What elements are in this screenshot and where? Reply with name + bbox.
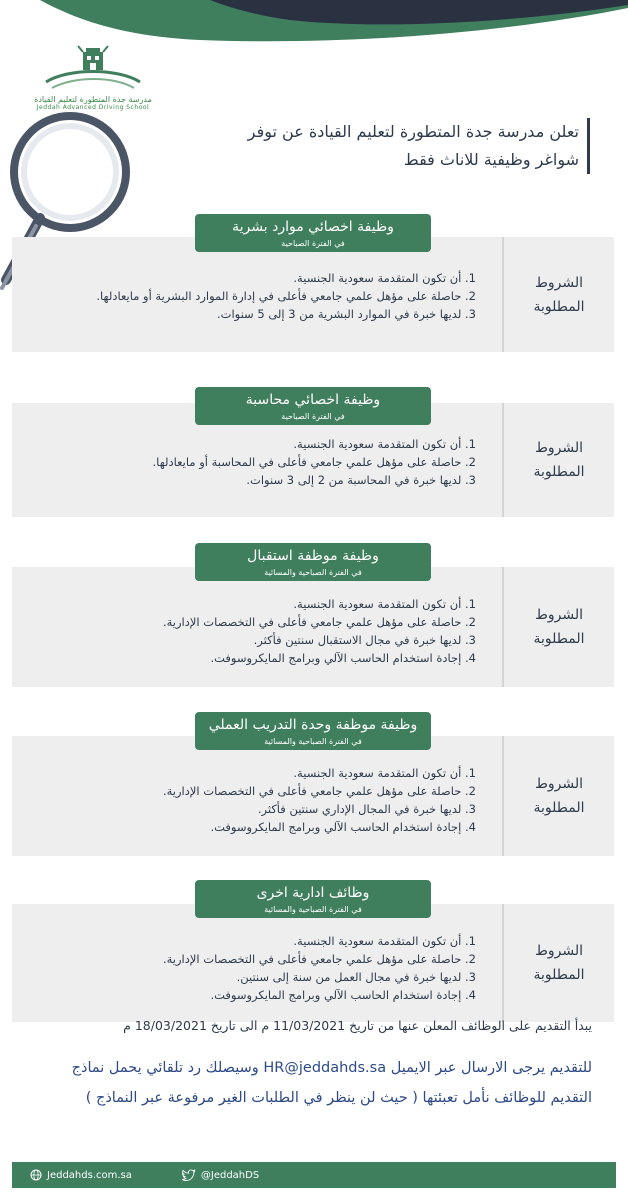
job-shift: في الفترة الصباحية (281, 239, 345, 248)
job-shift: في الفترة الصباحية والمسائية (264, 568, 362, 577)
requirement-item: 1. أن تكون المتقدمة سعودية الجنسية. (293, 934, 476, 948)
requirements-list (153, 435, 496, 489)
twitter-link[interactable] (182, 1169, 259, 1181)
job-card-other-admin (12, 880, 614, 1026)
job-shift: في الفترة الصباحية (281, 412, 345, 421)
application-period: يبدأ التقديم على الوظائف المعلن عنها من تاريخ 11/03/2021 م الى تاريخ 18/03/2021 م (123, 1018, 592, 1033)
logo-name-english: Jeddah Advanced Driving School (36, 104, 150, 111)
conditions-label-line-2: المطلوبة (533, 298, 585, 315)
requirements-list (163, 764, 496, 836)
conditions-label-line-2: المطلوبة (533, 631, 585, 647)
job-requirements-panel (12, 736, 614, 856)
headline-line-2: شواغر وظيفية للاناث فقط (403, 150, 579, 169)
job-title-pill (195, 387, 431, 425)
conditions-label-line-1: الشروط (534, 776, 584, 792)
conditions-label-line-1: الشروط (534, 607, 584, 623)
conditions-label (502, 567, 614, 687)
twitter-icon (182, 1169, 196, 1181)
job-title-pill (195, 543, 431, 581)
job-requirements-panel (12, 237, 614, 352)
logo-emblem-icon (38, 42, 148, 94)
school-logo (28, 42, 158, 112)
job-title-pill (195, 214, 431, 252)
job-card-hr-specialist (12, 214, 614, 354)
website-link[interactable] (30, 1169, 132, 1181)
conditions-label-line-2: المطلوبة (533, 800, 585, 816)
conditions-label (502, 904, 614, 1022)
job-title: وظيفة اخصائي موارد بشرية (232, 219, 394, 235)
job-requirements-panel (12, 567, 614, 687)
conditions-label-line-1: الشروط (534, 943, 584, 959)
requirement-item: 2. حاصلة على مؤهل علمي جامعي فأعلى في التخصصات الإدارية. (162, 615, 476, 629)
requirement-item: 4. إجادة استخدام الحاسب الآلي وبرامج المايكروسوفت. (210, 820, 476, 834)
job-title: وظائف ادارية اخرى (256, 885, 370, 901)
requirement-item: 3. لديها خبرة في مجال الاستقبال سنتين فأكثر. (253, 633, 476, 647)
globe-icon (30, 1169, 42, 1181)
requirement-item: 1. أن تكون المتقدمة سعودية الجنسية. (293, 766, 476, 780)
requirement-item: 1. أن تكون المتقدمة سعودية الجنسية. (293, 271, 476, 285)
conditions-label-line-2: المطلوبة (533, 967, 585, 983)
requirements-list (163, 932, 496, 1004)
twitter-handle: @JeddahDS (200, 1169, 260, 1181)
requirements-list (96, 269, 496, 323)
footer-bar (12, 1162, 616, 1188)
logo-name-arabic: مدرسة جدة المتطورة لتعليم القيادة (34, 95, 152, 104)
requirement-item: 4. إجادة استخدام الحاسب الآلي وبرامج المايكروسوفت. (210, 651, 476, 665)
requirement-item: 3. لديها خبرة في الموارد البشرية من 3 إلى 5 سنوات. (216, 307, 476, 321)
requirement-item: 2. حاصلة على مؤهل علمي جامعي فأعلى في المحاسبة أو مايعادلها. (152, 455, 476, 469)
requirement-item: 2. حاصلة على مؤهل علمي جامعي فأعلى في التخصصات الإدارية. (162, 784, 476, 798)
job-title: وظيفة موظفة استقبال (247, 548, 379, 564)
job-title: وظيفة موظفة وحدة التدريب العملي (208, 717, 418, 733)
requirement-item: 2. حاصلة على مؤهل علمي جامعي فأعلى في التخصصات الإدارية. (162, 952, 476, 966)
conditions-label (502, 237, 614, 352)
conditions-label-line-2: المطلوبة (533, 464, 585, 480)
job-title-pill (195, 712, 431, 750)
announcement-headline (159, 118, 590, 174)
conditions-label-line-1: الشروط (534, 440, 584, 456)
website-text: Jeddahds.com.sa (47, 1169, 132, 1181)
conditions-label-line-1: الشروط (534, 274, 584, 291)
headline-line-1: تعلن مدرسة جدة المتطورة لتعليم القيادة عن توفر (247, 122, 579, 141)
job-shift: في الفترة الصباحية والمسائية (264, 737, 362, 746)
conditions-label (502, 403, 614, 517)
requirement-item: 1. أن تكون المتقدمة سعودية الجنسية. (293, 597, 476, 611)
job-shift: في الفترة الصباحية والمسائية (264, 905, 362, 914)
job-card-receptionist (12, 543, 614, 689)
requirements-list (163, 595, 496, 667)
apply-line-2: التقديم للوظائف نأمل تعبئتها ( حيث لن ينظر في الطلبات الغير مرفوعة عبر النماذج ) (85, 1090, 592, 1106)
application-instructions (32, 1053, 592, 1113)
apply-line-1: للتقديم يرجى الارسال عبر الايميل HR@jeddahds.sa وسيصلك رد تلقائي يحمل نماذج (71, 1060, 592, 1076)
job-card-accounting-specialist (12, 387, 614, 519)
job-title-pill (195, 880, 431, 918)
requirement-item: 2. حاصلة على مؤهل علمي جامعي فأعلى في إدارة الموارد البشرية أو مايعادلها. (96, 289, 476, 303)
requirement-item: 3. لديها خبرة في المجال الإداري سنتين فأكثر. (257, 802, 476, 816)
requirement-item: 3. لديها خبرة في المحاسبة من 2 إلى 3 سنوات. (246, 473, 476, 487)
requirement-item: 3. لديها خبرة في مجال العمل من سنة إلى سنتين. (236, 970, 476, 984)
job-title: وظيفة اخصائي محاسبة (245, 392, 381, 408)
job-requirements-panel (12, 904, 614, 1022)
conditions-label (502, 736, 614, 856)
job-card-practical-training-unit (12, 712, 614, 858)
requirement-item: 1. أن تكون المتقدمة سعودية الجنسية. (293, 437, 476, 451)
requirement-item: 4. إجادة استخدام الحاسب الآلي وبرامج المايكروسوفت. (210, 988, 476, 1002)
